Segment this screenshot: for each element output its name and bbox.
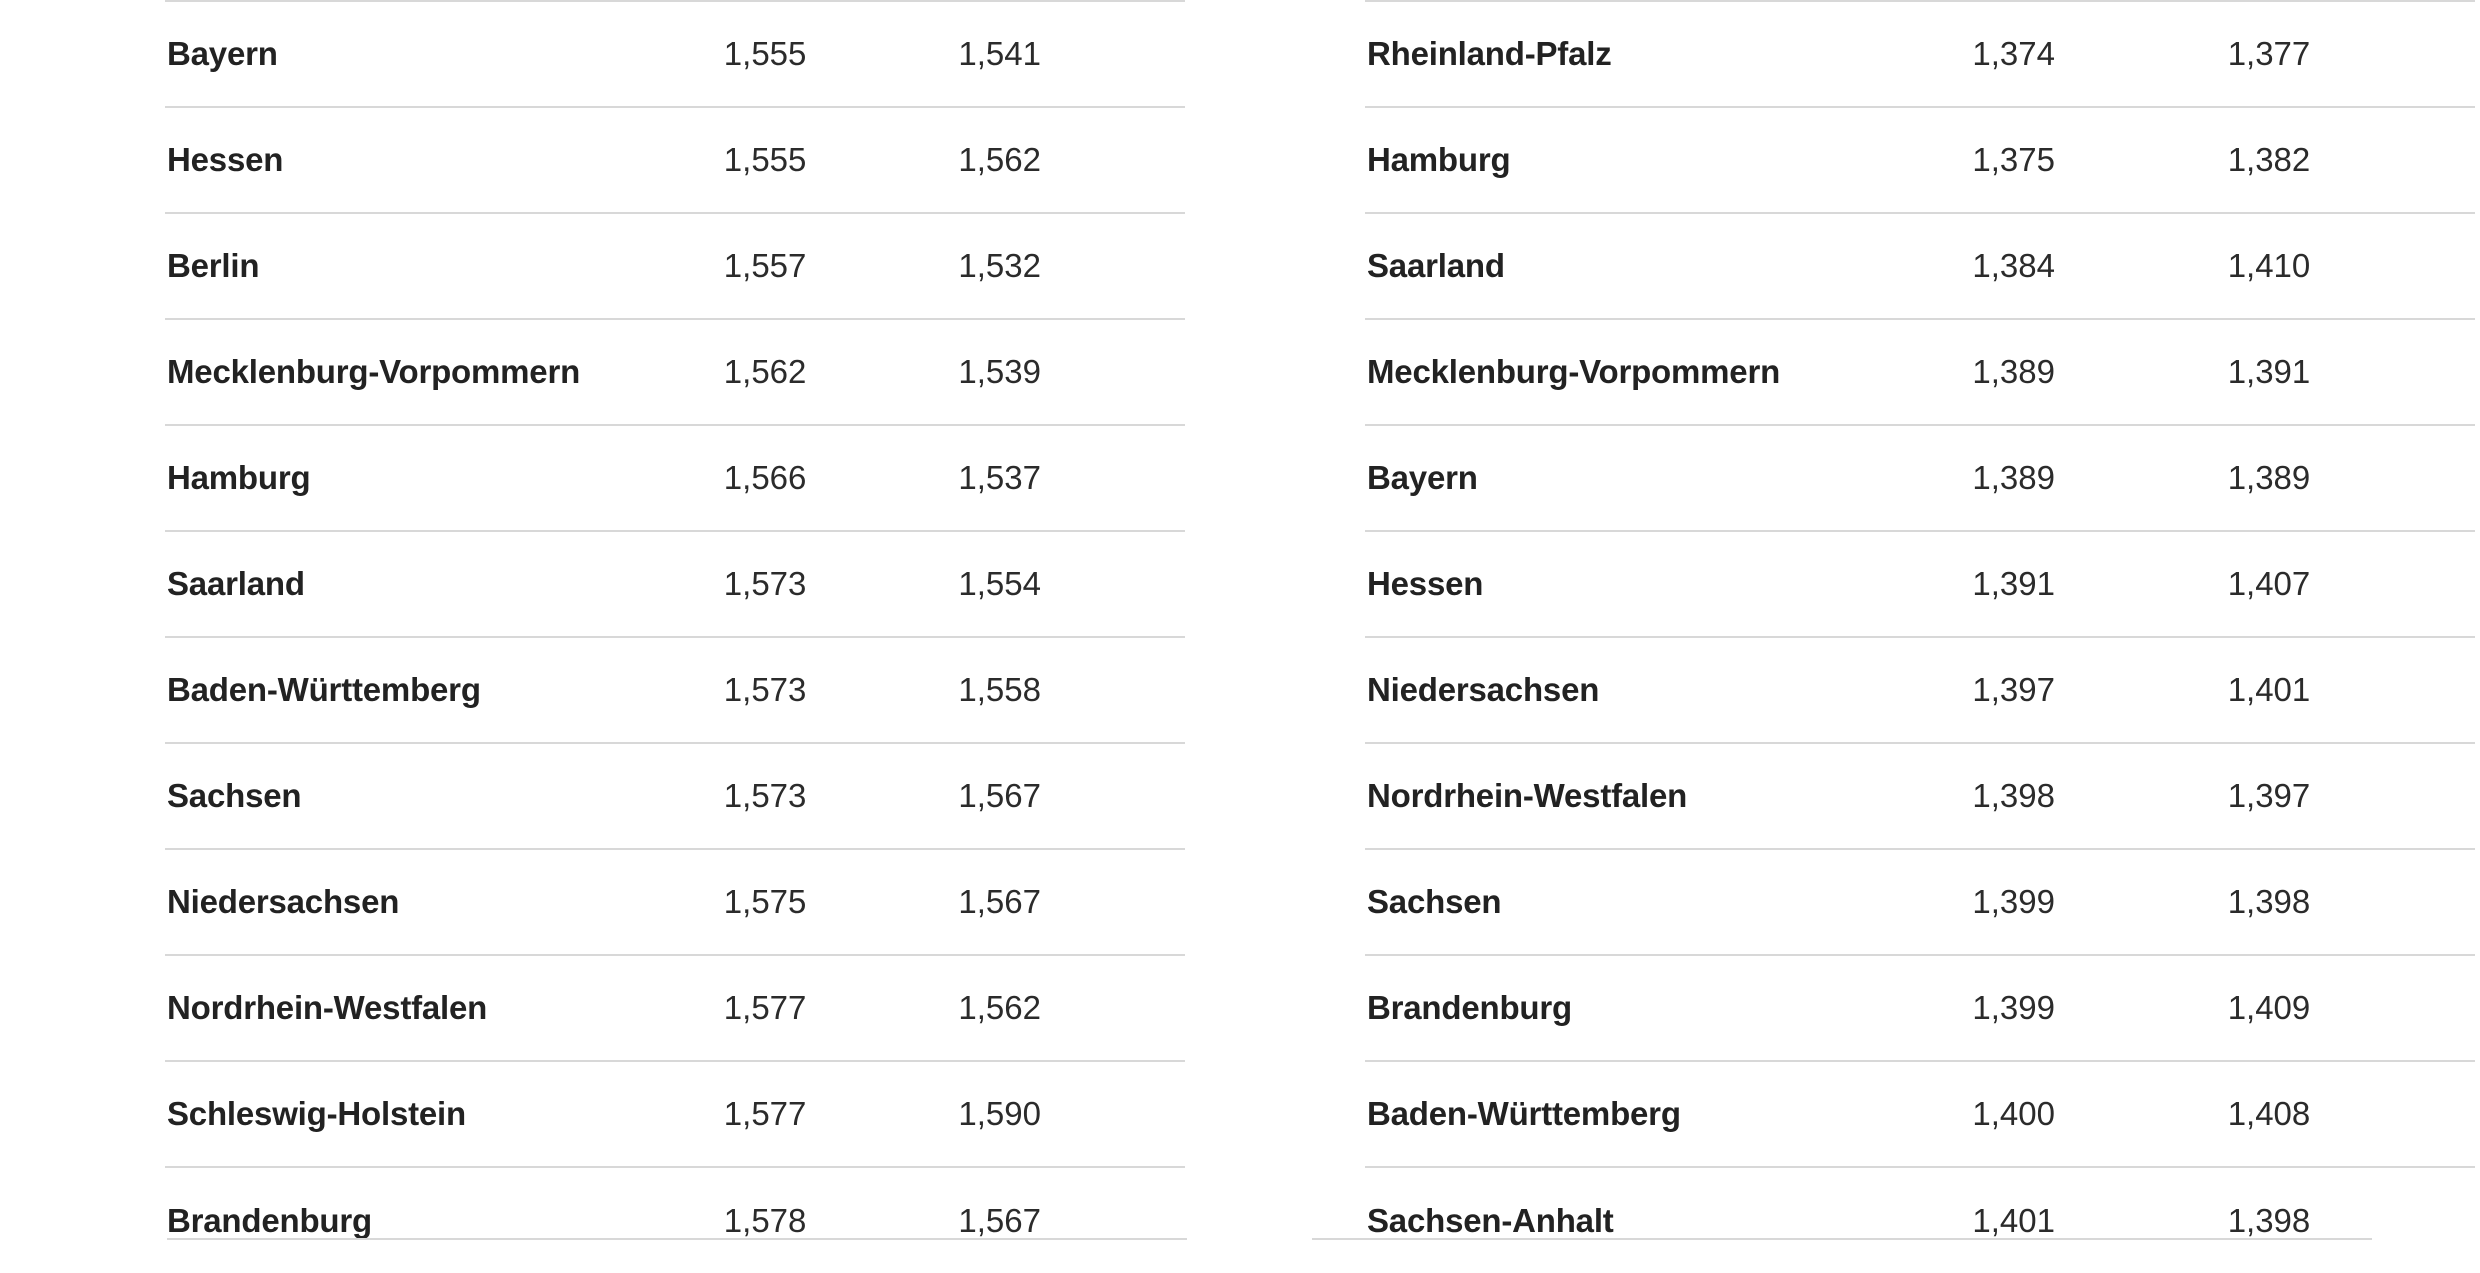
row-value-2: 1,554 xyxy=(950,531,1185,637)
table-row xyxy=(165,1167,1185,1273)
row-label: Rheinland-Pfalz xyxy=(1365,1,1964,107)
row-value-2: 1,590 xyxy=(950,1061,1185,1167)
row-value-1: 1,566 xyxy=(716,425,951,531)
row-label: Niedersachsen xyxy=(165,849,716,955)
row-label: Saarland xyxy=(165,531,716,637)
row-label: Hessen xyxy=(165,107,716,213)
table-row xyxy=(1365,107,2475,213)
table-row xyxy=(165,849,1185,955)
row-value-2: 1,562 xyxy=(950,107,1185,213)
row-label: Hamburg xyxy=(1365,107,1964,213)
row-value-2: 1,408 xyxy=(2220,1061,2475,1167)
row-value-1: 1,389 xyxy=(1964,319,2219,425)
row-value-2: 1,409 xyxy=(2220,955,2475,1061)
row-label: Bayern xyxy=(165,1,716,107)
row-value-1: 1,573 xyxy=(716,743,951,849)
table-row xyxy=(165,1061,1185,1167)
row-value-1: 1,577 xyxy=(716,1061,951,1167)
row-label: Niedersachsen xyxy=(1365,637,1964,743)
row-value-2: 1,401 xyxy=(2220,637,2475,743)
left-table-container xyxy=(0,0,1220,1240)
table-row xyxy=(165,743,1185,849)
right-table xyxy=(1365,0,2475,1273)
table-row xyxy=(1365,531,2475,637)
row-label: Sachsen xyxy=(165,743,716,849)
row-value-2: 1,532 xyxy=(950,213,1185,319)
row-value-2: 1,558 xyxy=(950,637,1185,743)
row-value-2: 1,391 xyxy=(2220,319,2475,425)
row-value-2: 1,407 xyxy=(2220,531,2475,637)
table-row xyxy=(165,107,1185,213)
table-row xyxy=(165,637,1185,743)
row-value-1: 1,400 xyxy=(1964,1061,2219,1167)
table-row xyxy=(1365,213,2475,319)
table-row xyxy=(165,955,1185,1061)
row-label: Nordrhein-Westfalen xyxy=(1365,743,1964,849)
row-value-2: 1,389 xyxy=(2220,425,2475,531)
row-value-1: 1,573 xyxy=(716,531,951,637)
table-row xyxy=(165,319,1185,425)
row-value-1: 1,384 xyxy=(1964,213,2219,319)
row-label: Schleswig-Holstein xyxy=(165,1061,716,1167)
row-value-1: 1,399 xyxy=(1964,849,2219,955)
row-value-1: 1,555 xyxy=(716,1,951,107)
row-value-1: 1,557 xyxy=(716,213,951,319)
row-value-1: 1,399 xyxy=(1964,955,2219,1061)
row-label: Sachsen-Anhalt xyxy=(1365,1167,1964,1273)
row-label: Mecklenburg-Vorpommern xyxy=(165,319,716,425)
table-row xyxy=(1365,849,2475,955)
left-table xyxy=(165,0,1185,1273)
row-value-1: 1,398 xyxy=(1964,743,2219,849)
row-value-2: 1,567 xyxy=(950,743,1185,849)
row-label: Bayern xyxy=(1365,425,1964,531)
row-label: Nordrhein-Westfalen xyxy=(165,955,716,1061)
row-label: Baden-Württemberg xyxy=(1365,1061,1964,1167)
table-row xyxy=(165,425,1185,531)
row-value-2: 1,398 xyxy=(2220,849,2475,955)
right-table-container xyxy=(1220,0,2480,1240)
row-value-2: 1,377 xyxy=(2220,1,2475,107)
row-value-2: 1,537 xyxy=(950,425,1185,531)
row-value-1: 1,375 xyxy=(1964,107,2219,213)
table-row xyxy=(1365,743,2475,849)
row-value-2: 1,567 xyxy=(950,1167,1185,1273)
table-row xyxy=(1365,637,2475,743)
row-value-1: 1,389 xyxy=(1964,425,2219,531)
row-value-1: 1,578 xyxy=(716,1167,951,1273)
row-label: Hessen xyxy=(1365,531,1964,637)
row-value-2: 1,382 xyxy=(2220,107,2475,213)
table-row xyxy=(165,531,1185,637)
table-row xyxy=(1365,1061,2475,1167)
row-value-2: 1,397 xyxy=(2220,743,2475,849)
table-row xyxy=(1365,955,2475,1061)
row-value-1: 1,573 xyxy=(716,637,951,743)
row-value-2: 1,567 xyxy=(950,849,1185,955)
row-value-2: 1,539 xyxy=(950,319,1185,425)
left-table-body xyxy=(165,1,1185,1273)
row-value-2: 1,398 xyxy=(2220,1167,2475,1273)
row-value-1: 1,374 xyxy=(1964,1,2219,107)
row-label: Brandenburg xyxy=(1365,955,1964,1061)
table-row xyxy=(1365,1,2475,107)
row-value-1: 1,555 xyxy=(716,107,951,213)
row-value-2: 1,410 xyxy=(2220,213,2475,319)
row-label: Sachsen xyxy=(1365,849,1964,955)
row-label: Saarland xyxy=(1365,213,1964,319)
row-value-1: 1,401 xyxy=(1964,1167,2219,1273)
row-value-1: 1,562 xyxy=(716,319,951,425)
row-value-1: 1,575 xyxy=(716,849,951,955)
row-value-1: 1,391 xyxy=(1964,531,2219,637)
table-row xyxy=(165,1,1185,107)
row-value-2: 1,562 xyxy=(950,955,1185,1061)
table-row xyxy=(1365,425,2475,531)
table-row xyxy=(165,213,1185,319)
right-table-body xyxy=(1365,1,2475,1273)
table-row xyxy=(1365,1167,2475,1273)
row-label: Hamburg xyxy=(165,425,716,531)
row-value-1: 1,577 xyxy=(716,955,951,1061)
row-value-1: 1,397 xyxy=(1964,637,2219,743)
row-label: Mecklenburg-Vorpommern xyxy=(1365,319,1964,425)
table-row xyxy=(1365,319,2475,425)
row-label: Baden-Württemberg xyxy=(165,637,716,743)
row-label: Brandenburg xyxy=(165,1167,716,1273)
row-value-2: 1,541 xyxy=(950,1,1185,107)
row-label: Berlin xyxy=(165,213,716,319)
